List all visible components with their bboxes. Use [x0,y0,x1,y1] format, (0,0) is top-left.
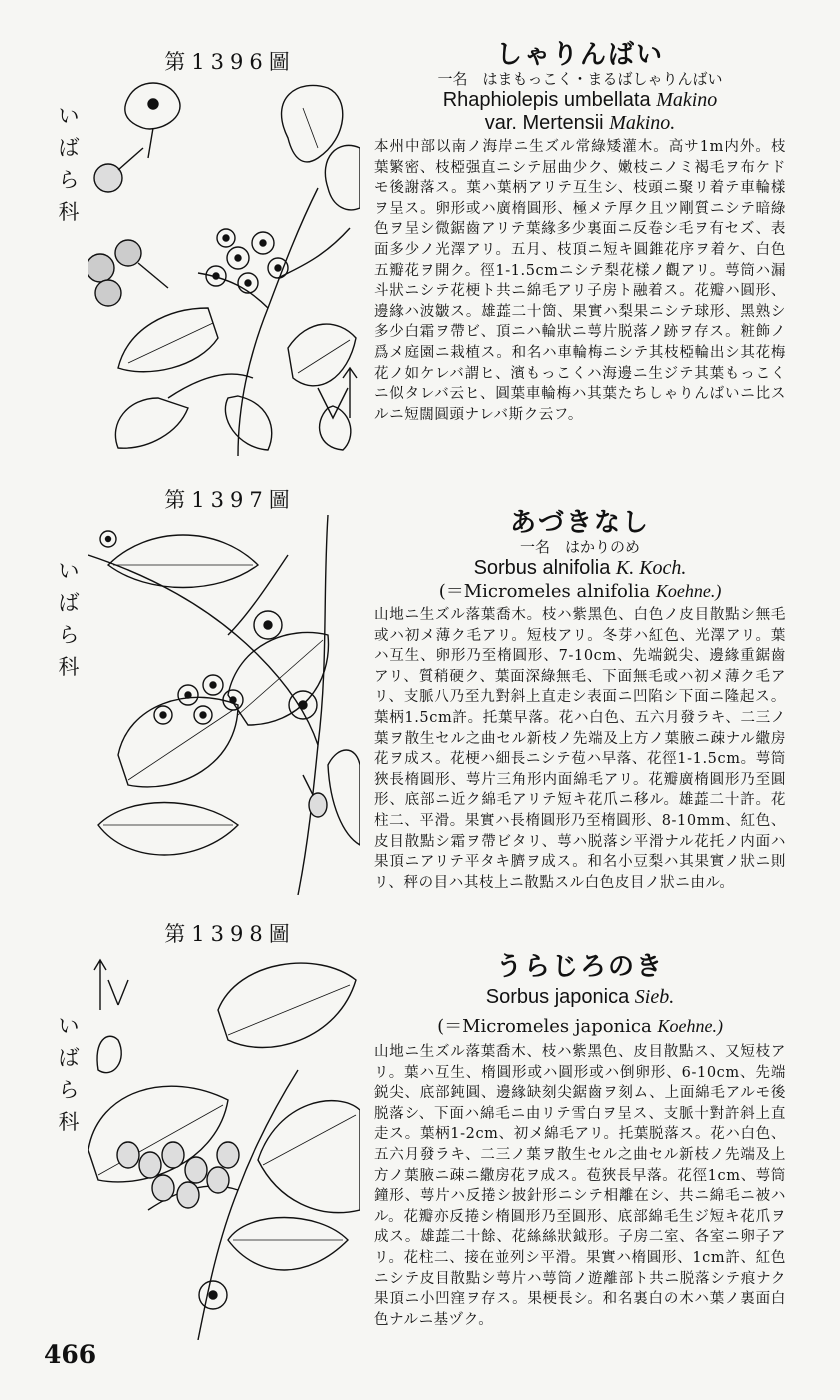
illustration-sorbus-alnifolia [88,515,360,895]
sci-variety-author: Makino. [609,112,676,134]
syn-author: Koehne.) [657,1016,723,1036]
plant-name: あづきなし [509,508,650,538]
figure-label-1398: 第1398圖 [164,922,296,946]
entry-sharinbai [374,40,786,425]
sci-genus-species: Sorbus alnifolia [473,557,611,579]
plant-alias: 一名 はまもっこく・まるばしゃりんばい [437,70,723,88]
family-label-2 [54,555,84,683]
synonym [374,580,786,603]
family-char: ら [58,623,80,647]
sci-genus-species: Rhaphiolepis umbellata [442,89,651,111]
description: 本州中部以南ノ海岸ニ生ズル常綠矮灌木。高サ1m内外。枝葉繁密、枝椏强直ニシテ屈曲少ク、嫩枝ニノミ褐毛ヲ布ケドモ後謝落ス。葉ハ葉柄アリテ互生シ、枝頭ニ聚リ着テ車輪樣ヲ呈ス。卵形或ハ廣楕圓形、極メテ厚ク且ツ剛質ニシテ暗綠色ヲ呈シ微鋸齒アリテ葉緣多少裏面ニ反卷シ毛ヲ有セズ、表面多少ノ光澤アリ。五月、枝頂ニ短キ圓錐花序ヲ着ケ、白色五瓣花ヲ開ク。徑1-1.5cmニシテ梨花樣ノ觀アリ。萼筒ハ漏斗狀ニシテ花梗ト共ニ綿毛アリ子房ト融着ス。花瓣ハ圓形、邊緣ハ波皺ス。雄蕋二十箇、果實ハ梨果ニシテ球形、黑熟シ多少白霜ヲ帶ビ、頂ニハ輪狀ニ萼片脱落ノ跡ヲ存ス。粧飾ノ爲メ庭園ニ栽植ス。和名ハ車輪梅ニシテ其枝椏輪出シ其花梅花ノ如ケレバ謂ヒ、濱もっこくハ海邊ニ生ジテ其葉もっこくニ似タレバ云ヒ、圓葉車輪梅ハ其葉たちしゃりんばいニ比スルニ短闊圓頭ナレバ斯ク云フ。 [374,139,786,423]
entry-urajironoki [374,952,786,1330]
family-char: ば [58,591,80,615]
entry-azukinashi [374,508,786,893]
description: 山地ニ生ズル落葉喬木。枝ハ紫黑色、白色ノ皮目散點シ無毛或ハ初メ薄ク毛アリ。短枝アリ。冬芽ハ紅色、光澤アリ。葉ハ互生、卵形乃至楕圓形、7-10cm、先端鋭尖、邊緣重鋸齒アリ、質稍硬ク、葉面深綠無毛、下面無毛或ハ初メ薄ク毛アリ、支脈八乃至九對斜上直走シ表面ニ凹陷シ下面ニ隆起ス。葉柄1.5cm許。托葉早落。花ハ白色、五六月發ラキ、二三ノ葉ヲ散生セル之曲セル新枝ノ先端及上方ノ葉腋ニ疎ナル繖房花ヲ成ス。花梗ハ細長ニシテ苞ハ早落、花徑1-1.5cm。萼筒狹長楕圓形、萼片三角形内面綿毛アリ。花瓣廣楕圓形乃至圓形、底部ニ近ク綿毛アリテ短キ花爪ニ移ル。雄蕋二十許。花柱二、平滑。果實ハ長楕圓形乃至楕圓形、8-10mm、紅色、皮目散點シ霜ヲ帶ビタリ、萼ハ脱落シ平滑ナル花托ノ内面ハ果頂ニアリテ平タキ臍ヲ成ス。和名小豆梨ハ其果實ノ狀ニ則リ、秤の目ハ其枝上ニ散點スル白色皮目ノ狀ニ由ル。 [374,607,786,891]
family-char: 科 [58,1110,80,1134]
plant-alias: 一名 はかりのめ [519,538,640,556]
sci-variety: var. Mertensii [484,112,604,134]
scientific-name [374,557,786,580]
illustration-sorbus-japonica [88,950,360,1340]
family-char: ら [58,1078,80,1102]
scientific-variety [374,112,786,135]
family-char: 科 [58,200,80,224]
family-label-3 [54,1010,84,1138]
sci-author: Makino [656,89,718,111]
syn-name: (＝Micromeles japonica [437,1016,652,1037]
scientific-name [374,89,786,112]
sci-genus-species: Sorbus japonica [485,986,630,1008]
family-char: い [58,1014,80,1038]
scientific-name [374,986,786,1009]
family-char: ば [58,1046,80,1070]
syn-author: Koehne.) [655,581,722,601]
sci-author: Sieb. [634,986,675,1008]
family-char: い [58,104,80,128]
sci-author: K. Koch. [615,557,687,579]
family-char: 科 [58,655,80,679]
family-char: い [58,559,80,583]
plant-name: うらじろのき [495,952,664,982]
page-number: 466 [44,1340,97,1369]
plant-name: しゃりんばい [495,40,664,70]
synonym [374,1015,786,1038]
family-char: ば [58,136,80,160]
syn-name: (＝Micromeles alnifolia [438,581,651,602]
family-label-1 [54,100,84,228]
illustration-rhaphiolepis [88,78,360,458]
description: 山地ニ生ズル落葉喬木、枝ハ紫黑色、皮目散點ス、又短枝アリ。葉ハ互生、楕圓形或ハ圓形或ハ倒卵形、6-10cm、先端鋭尖、底部鈍圓、邊緣缺刻尖鋸齒ヲ刻ム、上面綿毛アルモ後脱落シ、下面ハ綿毛ニ由リテ雪白ヲ呈ス、支脈十對許斜上直走ス。葉柄1-2cm、初メ綿毛アリ。托葉脱落ス。花ハ白色、五六月發ラキ、二三ノ葉ヲ散生セル之曲セル新枝ノ先端及上方ノ葉腋ニ疎ニ繖房花ヲ成ス。苞狹長早落。花徑1cm、萼筒鐘形、萼片ハ反捲シ披針形ニシテ相離在シ、共ニ綿毛ニ被ハル。花瓣亦反捲シ楕圓形乃至圓形、底部綿毛生ジ短キ花爪ヲ成ス。雄蕋二十餘、花絲絲狀鉞形。子房二室、各室ニ卵子アリ。花柱二、接在並列シ平滑。果實ハ楕圓形、1cm許、紅色ニシテ皮目散點シ萼片ハ萼筒ノ遊離部ト共ニ脱落シテ痕ナク果頂ニ小凹窪ヲ存ス。果梗長シ。和名裏白の木ハ葉ノ裏面白色ナルニ基ヅク。 [374,1044,786,1328]
figure-label-1396: 第1396圖 [164,50,296,74]
figure-label-1397: 第1397圖 [164,488,296,512]
family-char: ら [58,168,80,192]
